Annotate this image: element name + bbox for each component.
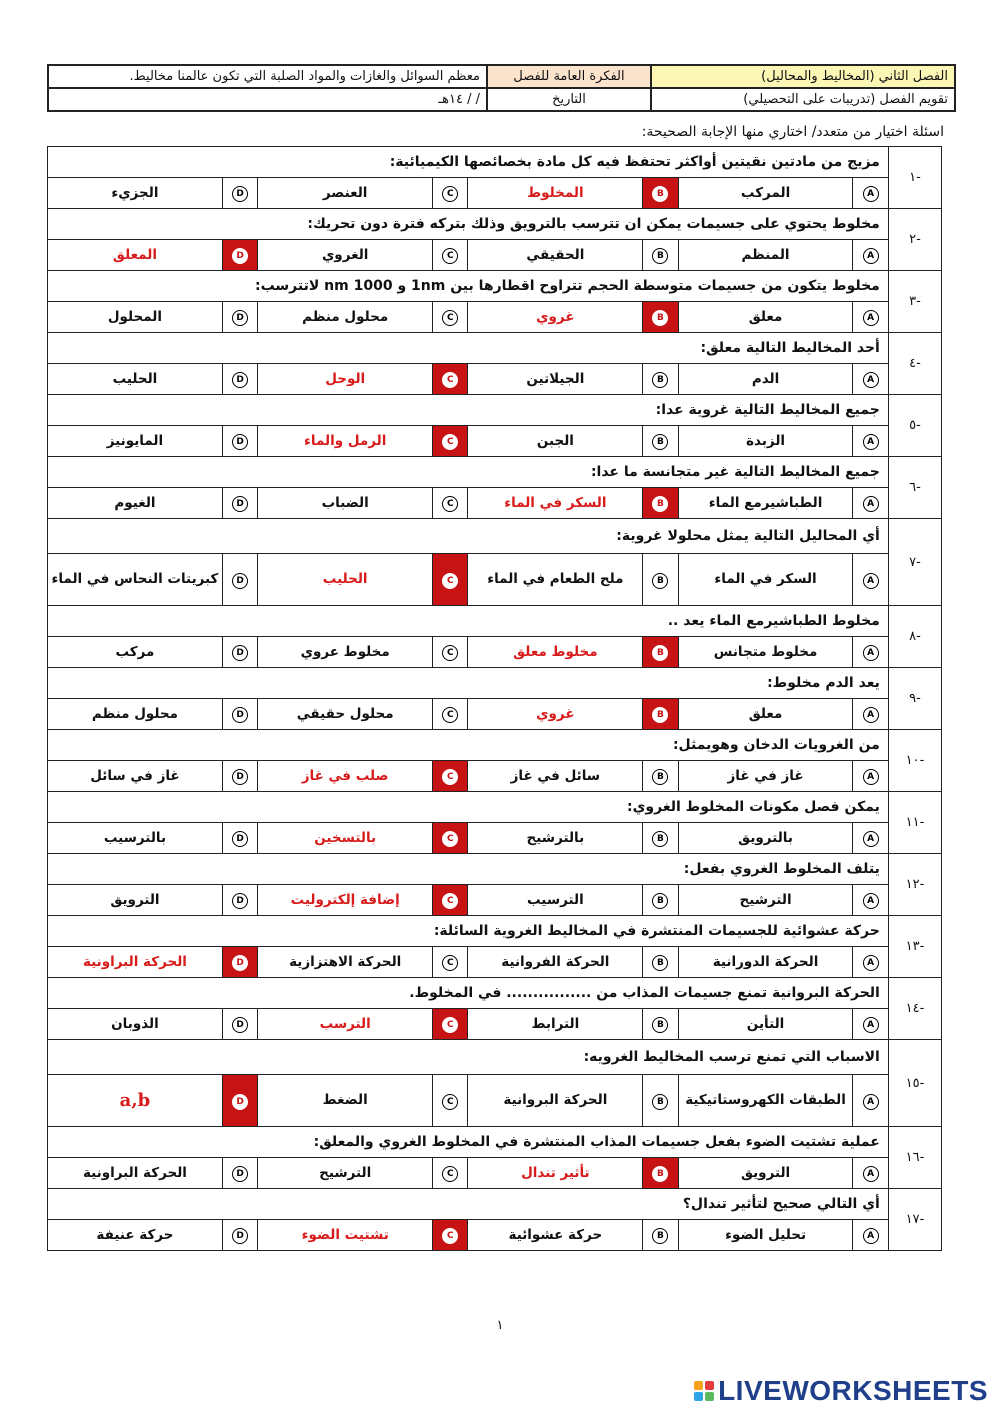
options-row (48, 240, 942, 271)
question-number: -٥ (888, 395, 941, 457)
option-letter-icon: B (652, 707, 668, 723)
option-letter-icon: C (442, 1166, 458, 1182)
options-row (48, 823, 942, 854)
option-letter-icon: B (652, 1094, 668, 1110)
option-d-radio[interactable] (222, 1009, 257, 1040)
option-d-radio[interactable] (222, 364, 257, 395)
question-number: -١٧ (888, 1189, 941, 1251)
option-d-radio[interactable] (222, 699, 257, 730)
option-b-radio[interactable] (643, 178, 678, 209)
option-letter-icon: B (652, 1166, 668, 1182)
option-b-radio[interactable] (643, 699, 678, 730)
option-a-radio[interactable] (853, 240, 888, 271)
option-letter-icon: A (863, 769, 879, 785)
question-stem: مخلوط يحتوي على جسيمات يمكن ان تترسب بالترويق وذلك بتركه فترة دون تحريك: (48, 209, 889, 240)
option-b-text[interactable]: غروي (468, 302, 643, 333)
option-a-text[interactable]: مخلوط متجانس (678, 637, 853, 668)
option-c-text[interactable]: الوحل (258, 364, 433, 395)
options-row (48, 761, 942, 792)
option-d-text[interactable]: المعلق (48, 240, 223, 271)
option-letter-icon: A (863, 1166, 879, 1182)
option-a-radio[interactable] (853, 1075, 888, 1127)
option-b-text[interactable]: المخلوط (468, 178, 643, 209)
option-b-text[interactable]: سائل في غاز (468, 761, 643, 792)
option-c-radio[interactable] (433, 637, 468, 668)
option-d-text[interactable]: الحركة البراونية (48, 947, 223, 978)
option-letter-icon: A (863, 310, 879, 326)
option-b-radio[interactable] (643, 1075, 678, 1127)
question-number: -١٤ (888, 978, 941, 1040)
option-b-text[interactable]: حركة عشوائية (468, 1220, 643, 1251)
option-letter-icon: C (442, 434, 458, 450)
logo-text: LIVEWORKSHEETS (718, 1375, 988, 1406)
option-letter-icon: B (652, 831, 668, 847)
option-letter-icon: A (863, 573, 879, 589)
option-letter-icon: B (652, 186, 668, 202)
option-letter-icon: A (863, 248, 879, 264)
option-d-text[interactable]: بالترسيب (48, 823, 223, 854)
question-stem: أي التالي صحيح لتأثير تندال؟ (48, 1189, 889, 1220)
option-b-radio[interactable] (643, 885, 678, 916)
question-stem: جميع المخاليط التالية غروية عدا: (48, 395, 889, 426)
option-letter-icon: D (232, 955, 248, 971)
option-d-radio[interactable] (222, 1220, 257, 1251)
option-c-text[interactable]: محلول حقيقي (258, 699, 433, 730)
option-letter-icon: A (863, 893, 879, 909)
option-c-radio[interactable] (433, 885, 468, 916)
question-number: -٢ (888, 209, 941, 271)
question-number: -١٢ (888, 854, 941, 916)
option-d-radio[interactable] (222, 554, 257, 606)
question-stem: أي المحاليل التالية يمثل محلولا غروية: (48, 519, 889, 554)
option-a-radio[interactable] (853, 947, 888, 978)
question-number: -٧ (888, 519, 941, 606)
option-b-radio[interactable] (643, 302, 678, 333)
option-d-text[interactable]: غاز في سائل (48, 761, 223, 792)
option-b-text[interactable]: مخلوط معلق (468, 637, 643, 668)
logo-grid-icon (694, 1381, 714, 1401)
question-number: -١٣ (888, 916, 941, 978)
option-letter-icon: A (863, 186, 879, 202)
option-b-radio[interactable] (643, 488, 678, 519)
option-letter-icon: B (652, 310, 668, 326)
option-c-text[interactable]: الضباب (258, 488, 433, 519)
option-b-radio[interactable] (643, 426, 678, 457)
page-number: ١ (496, 1318, 504, 1333)
option-c-text[interactable]: الرمل والماء (258, 426, 433, 457)
option-a-text[interactable]: معلق (678, 699, 853, 730)
options-row (48, 488, 942, 519)
option-letter-icon: A (863, 955, 879, 971)
option-letter-icon: C (442, 893, 458, 909)
options-row (48, 1158, 942, 1189)
option-d-text[interactable]: الذوبان (48, 1009, 223, 1040)
option-d-text[interactable]: الحليب (48, 364, 223, 395)
option-letter-icon: D (232, 1166, 248, 1182)
option-d-text[interactable]: a,b (48, 1075, 223, 1127)
option-letter-icon: B (652, 372, 668, 388)
option-d-text[interactable]: المحلول (48, 302, 223, 333)
option-c-radio[interactable] (433, 1009, 468, 1040)
option-d-text[interactable]: الغيوم (48, 488, 223, 519)
option-letter-icon: D (232, 372, 248, 388)
option-letter-icon: D (232, 645, 248, 661)
option-letter-icon: D (232, 310, 248, 326)
option-d-radio[interactable] (222, 947, 257, 978)
option-d-text[interactable]: كبريتات النحاس في الماء (48, 554, 223, 606)
option-c-radio[interactable] (433, 302, 468, 333)
option-b-radio[interactable] (643, 823, 678, 854)
option-c-text[interactable]: إضافة إلكتروليت (258, 885, 433, 916)
option-letter-icon: D (232, 1228, 248, 1244)
option-a-text[interactable]: الترويق (678, 1158, 853, 1189)
question-number: -١٥ (888, 1040, 941, 1127)
option-d-text[interactable]: المايونيز (48, 426, 223, 457)
option-a-radio[interactable] (853, 1009, 888, 1040)
question-stem: مخلوط يتكون من جسيمات متوسطة الحجم تتراوح اقطارها بين 1nm و 1000 nm لاتترسب: (48, 271, 889, 302)
option-b-radio[interactable] (643, 1158, 678, 1189)
option-a-text[interactable]: معلق (678, 302, 853, 333)
option-a-text[interactable]: السكر في الماء (678, 554, 853, 606)
option-letter-icon: B (652, 769, 668, 785)
option-a-radio[interactable] (853, 1220, 888, 1251)
option-letter-icon: C (442, 186, 458, 202)
question-stem: يمكن فصل مكونات المخلوط الغروي: (48, 792, 889, 823)
option-b-radio[interactable] (643, 240, 678, 271)
question-number: -١٦ (888, 1127, 941, 1189)
option-a-radio[interactable] (853, 488, 888, 519)
option-letter-icon: A (863, 372, 879, 388)
option-c-text[interactable]: مخلوط عروي (258, 637, 433, 668)
option-letter-icon: D (232, 434, 248, 450)
big-idea-label: الفكرة العامة للفصل (487, 65, 651, 88)
options-row (48, 1009, 942, 1040)
option-a-text[interactable]: المنظم (678, 240, 853, 271)
options-row (48, 1220, 942, 1251)
option-letter-icon: C (442, 831, 458, 847)
option-letter-icon: B (652, 496, 668, 512)
option-letter-icon: D (232, 573, 248, 589)
option-letter-icon: C (442, 310, 458, 326)
option-b-radio[interactable] (643, 1009, 678, 1040)
option-c-radio[interactable] (433, 761, 468, 792)
option-letter-icon: C (442, 496, 458, 512)
option-d-text[interactable]: الجزيء (48, 178, 223, 209)
option-letter-icon: D (232, 496, 248, 512)
option-a-text[interactable]: تحليل الضوء (678, 1220, 853, 1251)
option-b-radio[interactable] (643, 554, 678, 606)
option-letter-icon: C (442, 1228, 458, 1244)
option-a-text[interactable]: غاز في غاز (678, 761, 853, 792)
option-d-radio[interactable] (222, 178, 257, 209)
option-letter-icon: A (863, 1094, 879, 1110)
question-stem: الاسباب التي تمنع ترسب المخاليط الغرويه: (48, 1040, 889, 1075)
options-row (48, 1075, 942, 1127)
option-a-text[interactable]: الطباشيرمع الماء (678, 488, 853, 519)
option-c-text[interactable]: الترشيح (258, 1158, 433, 1189)
option-b-text[interactable]: غروي (468, 699, 643, 730)
option-a-text[interactable]: الدم (678, 364, 853, 395)
options-row (48, 637, 942, 668)
option-letter-icon: C (442, 248, 458, 264)
chapter-evaluation: تقويم الفصل (تدريبات على التحصيلي) (651, 88, 955, 111)
option-a-text[interactable]: بالترويق (678, 823, 853, 854)
option-a-radio[interactable] (853, 823, 888, 854)
option-a-radio[interactable] (853, 637, 888, 668)
option-b-text[interactable]: السكر في الماء (468, 488, 643, 519)
question-number: -٣ (888, 271, 941, 333)
option-letter-icon: B (652, 1017, 668, 1033)
option-letter-icon: D (232, 248, 248, 264)
options-row (48, 426, 942, 457)
question-number: -١٠ (888, 730, 941, 792)
question-stem: يتلف المخلوط الغروي بفعل: (48, 854, 889, 885)
questions-table (47, 146, 942, 1251)
option-letter-icon: A (863, 1017, 879, 1033)
options-row (48, 947, 942, 978)
option-b-text[interactable]: الترابط (468, 1009, 643, 1040)
question-number: -١ (888, 147, 941, 209)
question-number: -٨ (888, 606, 941, 668)
option-c-radio[interactable] (433, 554, 468, 606)
option-letter-icon: D (232, 186, 248, 202)
option-letter-icon: B (652, 645, 668, 661)
option-c-radio[interactable] (433, 1220, 468, 1251)
instructions: اسئلة اختيار من متعدد/ اختاري منها الإجابة الصحيحة: (641, 124, 944, 140)
option-c-text[interactable]: الترسب (258, 1009, 433, 1040)
option-a-text[interactable]: الحركة الدورانية (678, 947, 853, 978)
option-d-radio[interactable] (222, 761, 257, 792)
option-c-radio[interactable] (433, 1158, 468, 1189)
option-letter-icon: A (863, 434, 879, 450)
option-letter-icon: A (863, 831, 879, 847)
options-row (48, 885, 942, 916)
option-letter-icon: C (442, 573, 458, 589)
option-a-radio[interactable] (853, 885, 888, 916)
option-a-radio[interactable] (853, 302, 888, 333)
option-letter-icon: C (442, 372, 458, 388)
option-b-text[interactable]: الحركة الفروانية (468, 947, 643, 978)
option-c-text[interactable]: محلول منظم (258, 302, 433, 333)
option-c-radio[interactable] (433, 1075, 468, 1127)
header-table (47, 64, 956, 112)
option-a-text[interactable]: التأين (678, 1009, 853, 1040)
option-c-text[interactable]: الضغط (258, 1075, 433, 1127)
option-letter-icon: A (863, 496, 879, 512)
option-letter-icon: A (863, 1228, 879, 1244)
option-b-text[interactable]: الجبن (468, 426, 643, 457)
option-c-radio[interactable] (433, 947, 468, 978)
option-a-radio[interactable] (853, 699, 888, 730)
big-idea-text: معظم السوائل والغازات والمواد الصلبة التي تكون عالمنا مخاليط. (48, 65, 487, 88)
question-stem: يعد الدم مخلوط: (48, 668, 889, 699)
option-a-radio[interactable] (853, 761, 888, 792)
option-letter-icon: B (652, 573, 668, 589)
option-b-text[interactable]: الحركة البروانية (468, 1075, 643, 1127)
option-d-radio[interactable] (222, 1075, 257, 1127)
option-c-radio[interactable] (433, 823, 468, 854)
option-b-text[interactable]: الحقيقي (468, 240, 643, 271)
option-letter-icon: A (863, 707, 879, 723)
option-b-radio[interactable] (643, 947, 678, 978)
option-d-text[interactable]: محلول منظم (48, 699, 223, 730)
option-b-text[interactable]: ملح الطعام في الماء (468, 554, 643, 606)
option-b-text[interactable]: الجيلاتين (468, 364, 643, 395)
option-b-radio[interactable] (643, 364, 678, 395)
option-letter-icon: B (652, 434, 668, 450)
chapter-title: الفصل الثاني (المخاليط والمحاليل) (651, 65, 955, 88)
option-d-radio[interactable] (222, 637, 257, 668)
option-a-text[interactable]: الطبقات الكهروستاتيكية (678, 1075, 853, 1127)
option-a-radio[interactable] (853, 554, 888, 606)
options-row (48, 302, 942, 333)
option-b-text[interactable]: الترسيب (468, 885, 643, 916)
option-c-radio[interactable] (433, 364, 468, 395)
question-stem: الحركة البروانية تمنع جسيمات المذاب من ................ في المخلوط. (48, 978, 889, 1009)
option-c-text[interactable]: الحليب (258, 554, 433, 606)
option-letter-icon: C (442, 955, 458, 971)
option-d-text[interactable]: حركة عنيفة (48, 1220, 223, 1251)
option-letter-icon: C (442, 645, 458, 661)
option-d-radio[interactable] (222, 426, 257, 457)
question-number: -١١ (888, 792, 941, 854)
question-number: -٩ (888, 668, 941, 730)
option-b-radio[interactable] (643, 1220, 678, 1251)
question-stem: أحد المخاليط التالية معلق: (48, 333, 889, 364)
option-a-radio[interactable] (853, 364, 888, 395)
option-d-text[interactable]: الحركة البراونية (48, 1158, 223, 1189)
option-letter-icon: A (863, 645, 879, 661)
date-label: التاريخ (487, 88, 651, 111)
option-d-radio[interactable] (222, 240, 257, 271)
option-c-radio[interactable] (433, 699, 468, 730)
question-number: -٦ (888, 457, 941, 519)
options-row (48, 699, 942, 730)
option-letter-icon: C (442, 1094, 458, 1110)
option-a-text[interactable]: الترشيح (678, 885, 853, 916)
option-d-radio[interactable] (222, 1158, 257, 1189)
option-d-radio[interactable] (222, 302, 257, 333)
option-letter-icon: C (442, 707, 458, 723)
option-b-text[interactable]: بالترشيح (468, 823, 643, 854)
option-letter-icon: B (652, 955, 668, 971)
option-d-radio[interactable] (222, 488, 257, 519)
option-c-radio[interactable] (433, 426, 468, 457)
option-b-radio[interactable] (643, 761, 678, 792)
question-stem: جميع المخاليط التالية غير متجانسة ما عدا: (48, 457, 889, 488)
option-c-text[interactable]: بالتسخين (258, 823, 433, 854)
option-c-radio[interactable] (433, 178, 468, 209)
question-stem: مخلوط الطباشيرمع الماء يعد .. (48, 606, 889, 637)
option-letter-icon: B (652, 893, 668, 909)
option-letter-icon: D (232, 1017, 248, 1033)
option-b-radio[interactable] (643, 637, 678, 668)
date-value: / / ١٤هـ (48, 88, 487, 111)
option-letter-icon: D (232, 1094, 248, 1110)
option-d-radio[interactable] (222, 823, 257, 854)
option-a-text[interactable]: المركب (678, 178, 853, 209)
option-c-text[interactable]: تشتيت الضوء (258, 1220, 433, 1251)
option-a-radio[interactable] (853, 1158, 888, 1189)
question-stem: عملية تشتيت الضوء بفعل جسيمات المذاب المنتشرة في المخلوط الغروي والمعلق: (48, 1127, 889, 1158)
question-stem: حركة عشوائية للجسيمات المنتشرة في المخاليط الغروية السائلة: (48, 916, 889, 947)
option-letter-icon: B (652, 248, 668, 264)
option-letter-icon: C (442, 1017, 458, 1033)
option-c-text[interactable]: الغروي (258, 240, 433, 271)
option-d-text[interactable]: الترويق (48, 885, 223, 916)
options-row (48, 554, 942, 606)
option-c-text[interactable]: الحركة الاهتزازية (258, 947, 433, 978)
option-letter-icon: D (232, 893, 248, 909)
option-c-radio[interactable] (433, 240, 468, 271)
question-stem: من الغرويات الدخان وهويمثل: (48, 730, 889, 761)
option-c-text[interactable]: صلب في غاز (258, 761, 433, 792)
options-row (48, 178, 942, 209)
option-letter-icon: D (232, 769, 248, 785)
option-letter-icon: D (232, 831, 248, 847)
option-letter-icon: D (232, 707, 248, 723)
option-a-radio[interactable] (853, 178, 888, 209)
option-d-text[interactable]: مركب (48, 637, 223, 668)
option-c-text[interactable]: العنصر (258, 178, 433, 209)
option-a-text[interactable]: الزبدة (678, 426, 853, 457)
option-d-radio[interactable] (222, 885, 257, 916)
options-row (48, 364, 942, 395)
option-b-text[interactable]: تأثير تندال (468, 1158, 643, 1189)
liveworksheets-logo (694, 1375, 988, 1407)
option-c-radio[interactable] (433, 488, 468, 519)
option-letter-icon: B (652, 1228, 668, 1244)
question-stem: مزيج من مادتين نقيتين أواكثر تحتفظ فيه كل مادة بخصائصها الكيميائية: (48, 147, 889, 178)
option-letter-icon: C (442, 769, 458, 785)
option-a-radio[interactable] (853, 426, 888, 457)
question-number: -٤ (888, 333, 941, 395)
